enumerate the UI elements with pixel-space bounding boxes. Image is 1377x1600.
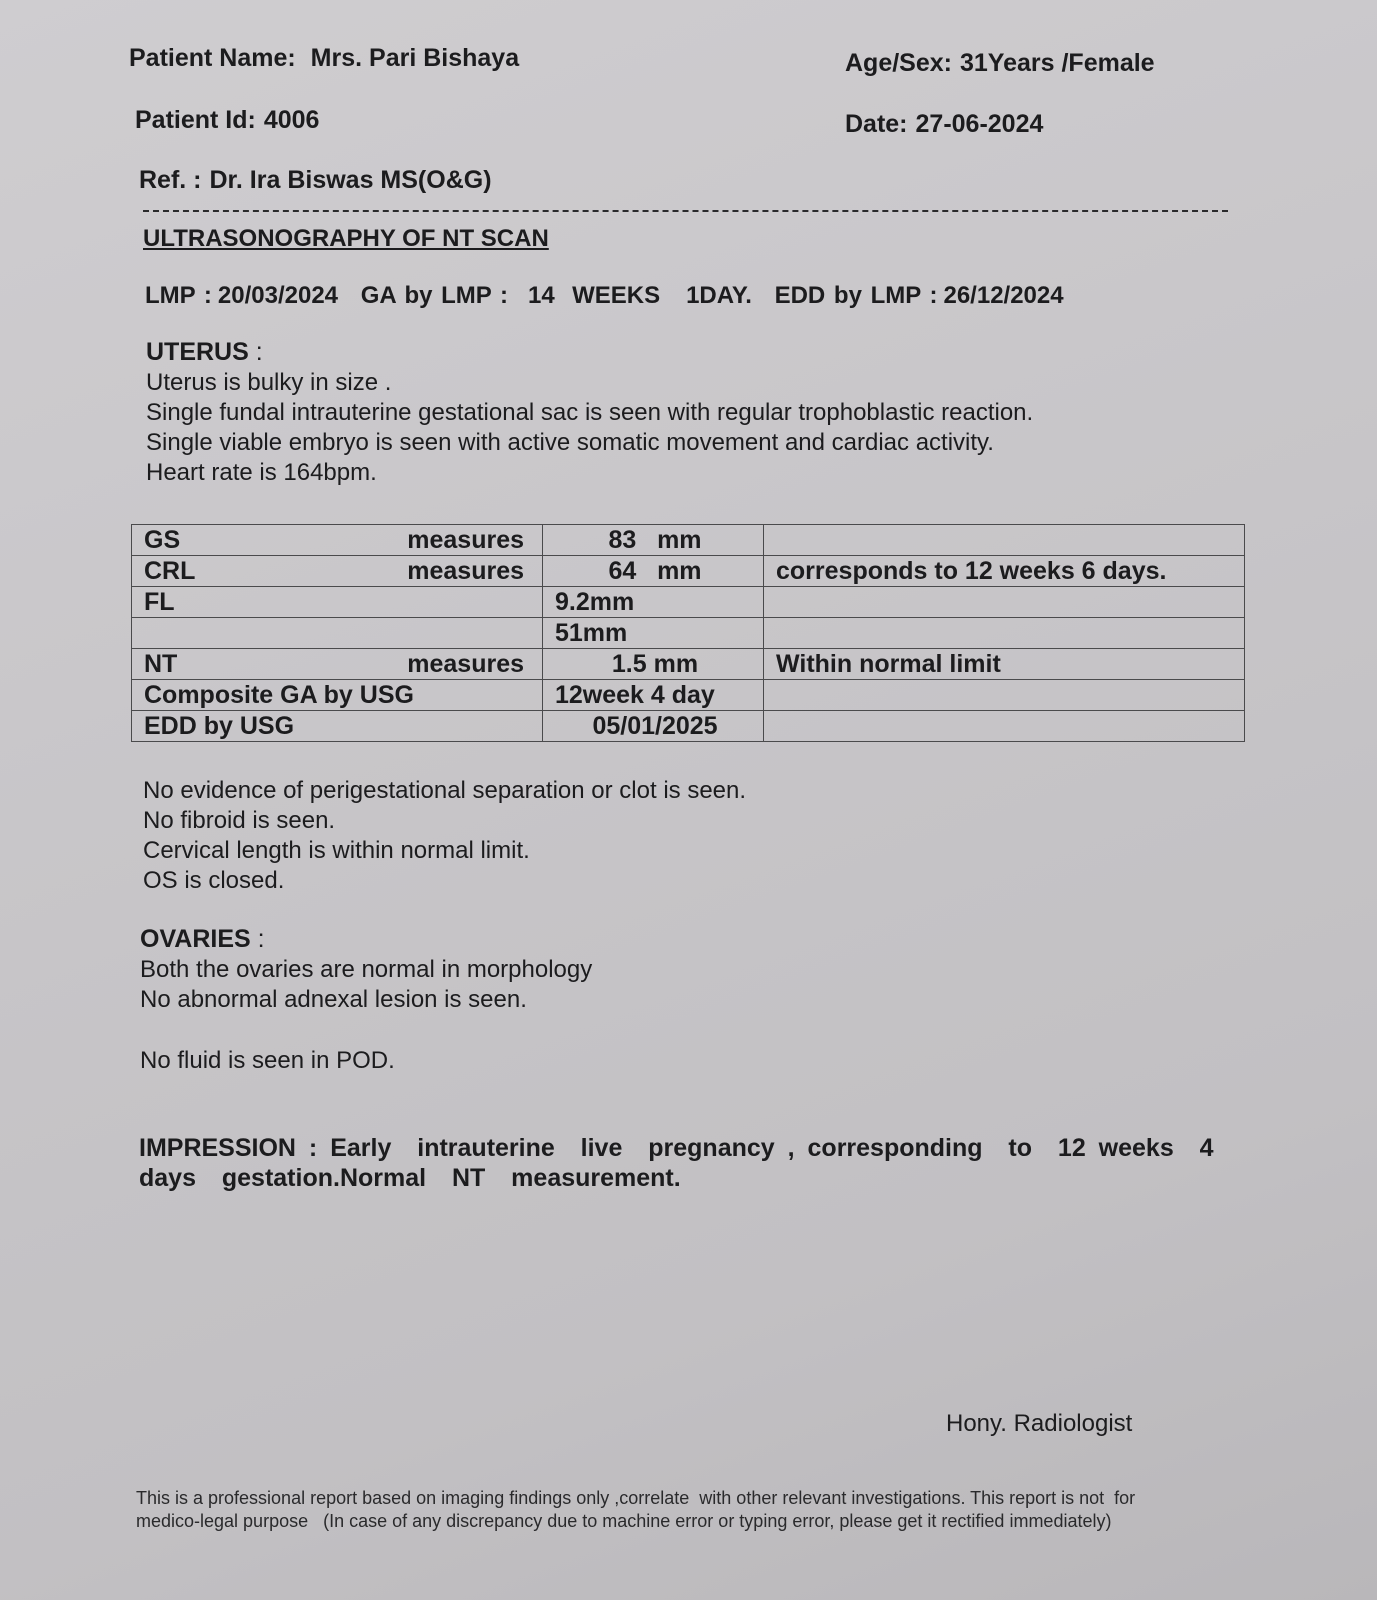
measure-value: 51mm bbox=[543, 618, 764, 649]
measure-note bbox=[764, 680, 1245, 711]
measure-name: NT bbox=[144, 649, 178, 678]
uterus-heading-text: UTERUS bbox=[146, 338, 249, 366]
ref-value: Dr. Ira Biswas MS(O&G) bbox=[209, 166, 492, 194]
lmp-value: 20/03/2024 bbox=[217, 282, 339, 309]
report-date bbox=[845, 110, 1043, 139]
ovaries-heading-text: OVARIES bbox=[140, 925, 251, 953]
measure-value: 05/01/2025 bbox=[543, 711, 764, 742]
edd-lmp-value: 26/12/2024 bbox=[943, 282, 1064, 309]
patient-name-value: Mrs. Pari Bishaya bbox=[310, 44, 520, 72]
measure-name-cell bbox=[132, 556, 543, 587]
measure-name: GS bbox=[144, 525, 181, 554]
dashed-divider bbox=[143, 210, 1228, 212]
measurements-table bbox=[131, 524, 1245, 742]
measure-value: 1.5 mm bbox=[543, 649, 764, 680]
impression-text-1: Early intrauterine live pregnancy , corresponding to 12 weeks 4 bbox=[330, 1134, 1214, 1162]
finding-line: No fibroid is seen. bbox=[143, 807, 336, 834]
uterus-line: Uterus is bulky in size . bbox=[146, 369, 392, 396]
impression-text-2: days gestation.Normal NT measurement. bbox=[139, 1164, 681, 1192]
measure-verb: measures bbox=[407, 556, 524, 585]
uterus-line: Heart rate is 164bpm. bbox=[146, 459, 377, 486]
measure-note: Within normal limit bbox=[764, 649, 1245, 680]
patient-id-label: Patient Id: bbox=[135, 106, 256, 134]
uterus-findings bbox=[146, 368, 1033, 488]
table-row bbox=[132, 680, 1245, 711]
table-row bbox=[132, 649, 1245, 680]
finding-line: OS is closed. bbox=[143, 867, 285, 894]
disclaimer bbox=[136, 1487, 1135, 1533]
measure-note bbox=[764, 587, 1245, 618]
ovaries-heading: OVARIES : bbox=[140, 925, 265, 953]
ovaries-line: Both the ovaries are normal in morphology bbox=[140, 956, 593, 983]
ga-lmp-value: 14 WEEKS 1DAY. bbox=[528, 282, 752, 309]
measure-verb: measures bbox=[407, 649, 524, 678]
table-row bbox=[132, 525, 1245, 556]
ref-label: Ref. : bbox=[139, 166, 202, 194]
measure-value: 12week 4 day bbox=[543, 680, 764, 711]
disclaimer-line-2: medico-legal purpose (In case of any discrepancy due to machine error or typing error, please get it rectified immediately) bbox=[136, 1511, 1112, 1531]
patient-id-value: 4006 bbox=[263, 106, 320, 134]
patient-name-label: Patient Name: bbox=[129, 44, 296, 72]
measure-name-cell bbox=[132, 618, 543, 649]
age-sex-value: 31Years /Female bbox=[959, 49, 1155, 77]
measure-name-cell bbox=[132, 711, 543, 742]
measure-value: 64 mm bbox=[543, 556, 764, 587]
lmp-label: LMP : bbox=[145, 282, 212, 309]
measure-name-cell bbox=[132, 525, 543, 556]
measure-name: FL bbox=[144, 587, 175, 616]
patient-id bbox=[135, 106, 319, 135]
table-row bbox=[132, 556, 1245, 587]
measure-name-cell bbox=[132, 680, 543, 711]
measure-note bbox=[764, 525, 1245, 556]
table-row bbox=[132, 618, 1245, 649]
measure-name: EDD by USG bbox=[144, 711, 295, 740]
age-sex bbox=[845, 49, 1155, 78]
ovaries-line: No abnormal adnexal lesion is seen. bbox=[140, 986, 527, 1013]
other-findings bbox=[143, 776, 746, 896]
table-row bbox=[132, 711, 1245, 742]
finding-line: Cervical length is within normal limit. bbox=[143, 837, 530, 864]
ga-lmp-label: GA by LMP : bbox=[360, 282, 509, 309]
report-title: ULTRASONOGRAPHY OF NT SCAN bbox=[143, 225, 549, 252]
measure-value: 9.2mm bbox=[543, 587, 764, 618]
patient-name bbox=[129, 44, 519, 73]
date-value: 27-06-2024 bbox=[915, 110, 1044, 138]
impression bbox=[139, 1133, 1214, 1193]
measure-name: Composite GA by USG bbox=[144, 680, 414, 709]
disclaimer-line-1: This is a professional report based on imaging findings only ,correlate with other relevant investigations. This report is not for bbox=[136, 1488, 1136, 1508]
impression-label: IMPRESSION : bbox=[139, 1134, 318, 1162]
pod-finding: No fluid is seen in POD. bbox=[140, 1047, 395, 1074]
age-sex-label: Age/Sex: bbox=[845, 49, 952, 77]
table-row bbox=[132, 587, 1245, 618]
measure-name: CRL bbox=[144, 556, 196, 585]
finding-line: No evidence of perigestational separation or clot is seen. bbox=[143, 777, 747, 804]
uterus-line: Single viable embryo is seen with active somatic movement and cardiac activity. bbox=[146, 429, 994, 456]
date-label: Date: bbox=[845, 110, 908, 138]
edd-lmp-label: EDD by LMP : bbox=[774, 282, 938, 309]
referring-doctor bbox=[139, 166, 492, 195]
uterus-line: Single fundal intrauterine gestational sac is seen with regular trophoblastic reaction. bbox=[146, 399, 1034, 426]
measure-verb: measures bbox=[407, 525, 524, 554]
measure-value: 83 mm bbox=[543, 525, 764, 556]
measure-name-cell bbox=[132, 649, 543, 680]
ovaries-findings bbox=[140, 955, 592, 1015]
measure-name-cell bbox=[132, 587, 543, 618]
lmp-line bbox=[145, 282, 1078, 310]
measure-note: corresponds to 12 weeks 6 days. bbox=[764, 556, 1245, 587]
measure-note bbox=[764, 711, 1245, 742]
uterus-heading: UTERUS : bbox=[146, 338, 263, 366]
radiologist-title: Hony. Radiologist bbox=[946, 1410, 1133, 1437]
measure-note bbox=[764, 618, 1245, 649]
impression-line-1 bbox=[139, 1133, 1214, 1163]
